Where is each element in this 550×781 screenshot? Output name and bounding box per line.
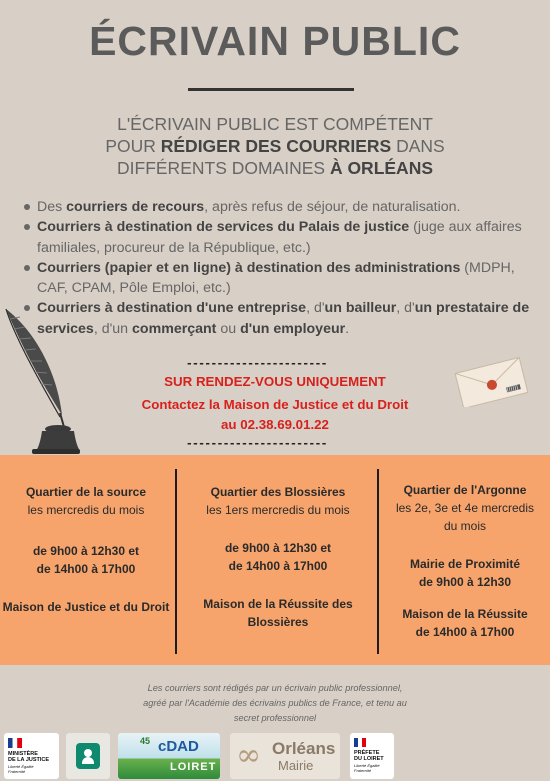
list-item: [22, 258, 534, 299]
prefete-loiret-logo: [350, 733, 394, 779]
list-item-bold: Courriers (papier et en ligne) à destination des administrations: [37, 259, 461, 276]
column-divider: [377, 469, 379, 654]
logo-text: MINISTÈRE: [8, 751, 38, 757]
list-item-text: (juge aux affaires familiales, procureur de la République, etc.): [37, 219, 522, 256]
intro-line-2-pre: POUR: [105, 136, 161, 156]
green-emblem-icon: [76, 743, 100, 769]
district-place: Blossières: [247, 615, 309, 629]
list-item: [22, 217, 534, 258]
list-item-text: .: [345, 320, 350, 337]
district-days: les mercredis du mois: [27, 503, 145, 517]
footer-line: secret professionnel: [233, 713, 317, 723]
list-item-text: , après refus de séjour, de naturalisation.: [204, 199, 461, 215]
schedule-column-source: [0, 483, 172, 616]
district-place: Mairie de Proximité: [409, 557, 521, 571]
title-underline: [188, 88, 354, 91]
list-item-text: (MDPH, CAF, CPAM, Pôle Emploi, etc.): [37, 259, 515, 297]
footer-note: [100, 681, 450, 726]
district-hours: de 9h00 à 12h30 et: [32, 544, 140, 558]
district-hours: de 14h00 à 17h00: [36, 562, 136, 576]
logo-text: DE LA JUSTICE: [8, 757, 50, 763]
logo-motto: Liberté Égalité Fraternité: [8, 764, 34, 774]
list-item-bold: un prestataire de services: [37, 300, 530, 337]
list-item-bold: commerçant: [132, 320, 217, 337]
district-name: Quartier des Blossières: [210, 485, 346, 499]
district-days: du mois: [443, 519, 487, 533]
district-hours: de 14h00 à 17h00: [228, 559, 328, 573]
logo-text: PRÉFETE: [354, 750, 380, 756]
list-item-text: , d': [396, 300, 415, 317]
ministere-justice-logo: [4, 733, 59, 779]
district-name: Quartier de l'Argonne: [403, 483, 527, 497]
logo-text: cDAD: [158, 738, 199, 755]
intro-text: [60, 113, 490, 179]
district-name: Quartier de la source: [25, 485, 147, 499]
dashed-separator: -----------------------: [186, 357, 327, 369]
footer-line: agréé par l'Académie des écrivains publics de France, et tenu au: [143, 698, 407, 708]
logo-text: LOIRET: [170, 761, 217, 773]
intro-line-2: [60, 135, 490, 157]
appointment-only: SUR RENDEZ-VOUS UNIQUEMENT: [164, 374, 386, 389]
district-place: Maison de Justice et du Droit: [2, 600, 170, 614]
logo-motto: Liberté Égalité Fraternité: [354, 763, 380, 773]
schedule-column-argonne: [381, 481, 549, 641]
district-place: Maison de la Réussite: [402, 607, 528, 621]
district-days: les 1ers mercredis du mois: [206, 503, 350, 517]
logo-text: Orléans: [272, 739, 336, 758]
intro-line-1: L'ÉCRIVAIN PUBLIC EST COMPÉTENT: [117, 114, 433, 134]
orleans-emblem-icon: ∞: [236, 738, 261, 773]
list-item-bold: courriers de recours: [66, 199, 205, 215]
contact-phone: au 02.38.69.01.22: [221, 417, 329, 432]
list-item-bold: Courriers à destination de services du Palais de justice: [37, 219, 410, 236]
orleans-mairie-logo: [230, 733, 340, 779]
logo-text: Mairie: [278, 758, 314, 773]
district-place: Maison de la Réussite des: [203, 597, 353, 611]
intro-line-2-post: DANS: [391, 136, 445, 156]
column-divider: [175, 469, 177, 654]
page-title: ÉCRIVAIN PUBLIC: [89, 18, 461, 64]
schedule-column-blossieres: [180, 483, 376, 631]
marianne-icon: [354, 738, 366, 747]
list-item-text: Des: [37, 199, 67, 215]
list-item: [22, 298, 534, 339]
contact-text: Contactez la Maison de Justice et du Droit: [141, 397, 409, 412]
services-list: [22, 197, 534, 339]
list-item-text: , d'un: [93, 320, 133, 337]
intro-line-3-pre: DIFFÉRENTS DOMAINES: [117, 158, 330, 178]
list-item-text: ou: [216, 320, 241, 337]
district-days: les 2e, 3e et 4e mercredis: [395, 501, 535, 515]
list-item: [22, 197, 534, 217]
small-green-logo: [66, 733, 110, 779]
list-item-bold: un bailleur: [324, 300, 397, 317]
district-hours: de 9h00 à 12h30 et: [224, 541, 332, 555]
dashed-separator: -----------------------: [186, 437, 327, 449]
list-item-bold: Courriers à destination d'une entreprise: [37, 300, 307, 317]
cdad-loiret-logo: [118, 733, 220, 779]
district-hours: de 14h00 à 17h00: [415, 625, 515, 639]
intro-line-3-bold: À ORLÉANS: [329, 158, 433, 178]
list-item-bold: d'un employeur: [240, 320, 346, 337]
marianne-icon: [8, 738, 22, 748]
footer-line: Les courriers sont rédigés par un écrivain public professionnel,: [147, 683, 403, 693]
intro-line-3: [60, 157, 490, 179]
logo-text: DU LOIRET: [354, 756, 384, 762]
district-hours: de 9h00 à 12h30: [418, 575, 512, 589]
intro-line-2-bold: RÉDIGER DES COURRIERS: [160, 136, 392, 156]
list-item-text: , d': [306, 300, 325, 317]
logo-text: 45: [140, 736, 151, 746]
